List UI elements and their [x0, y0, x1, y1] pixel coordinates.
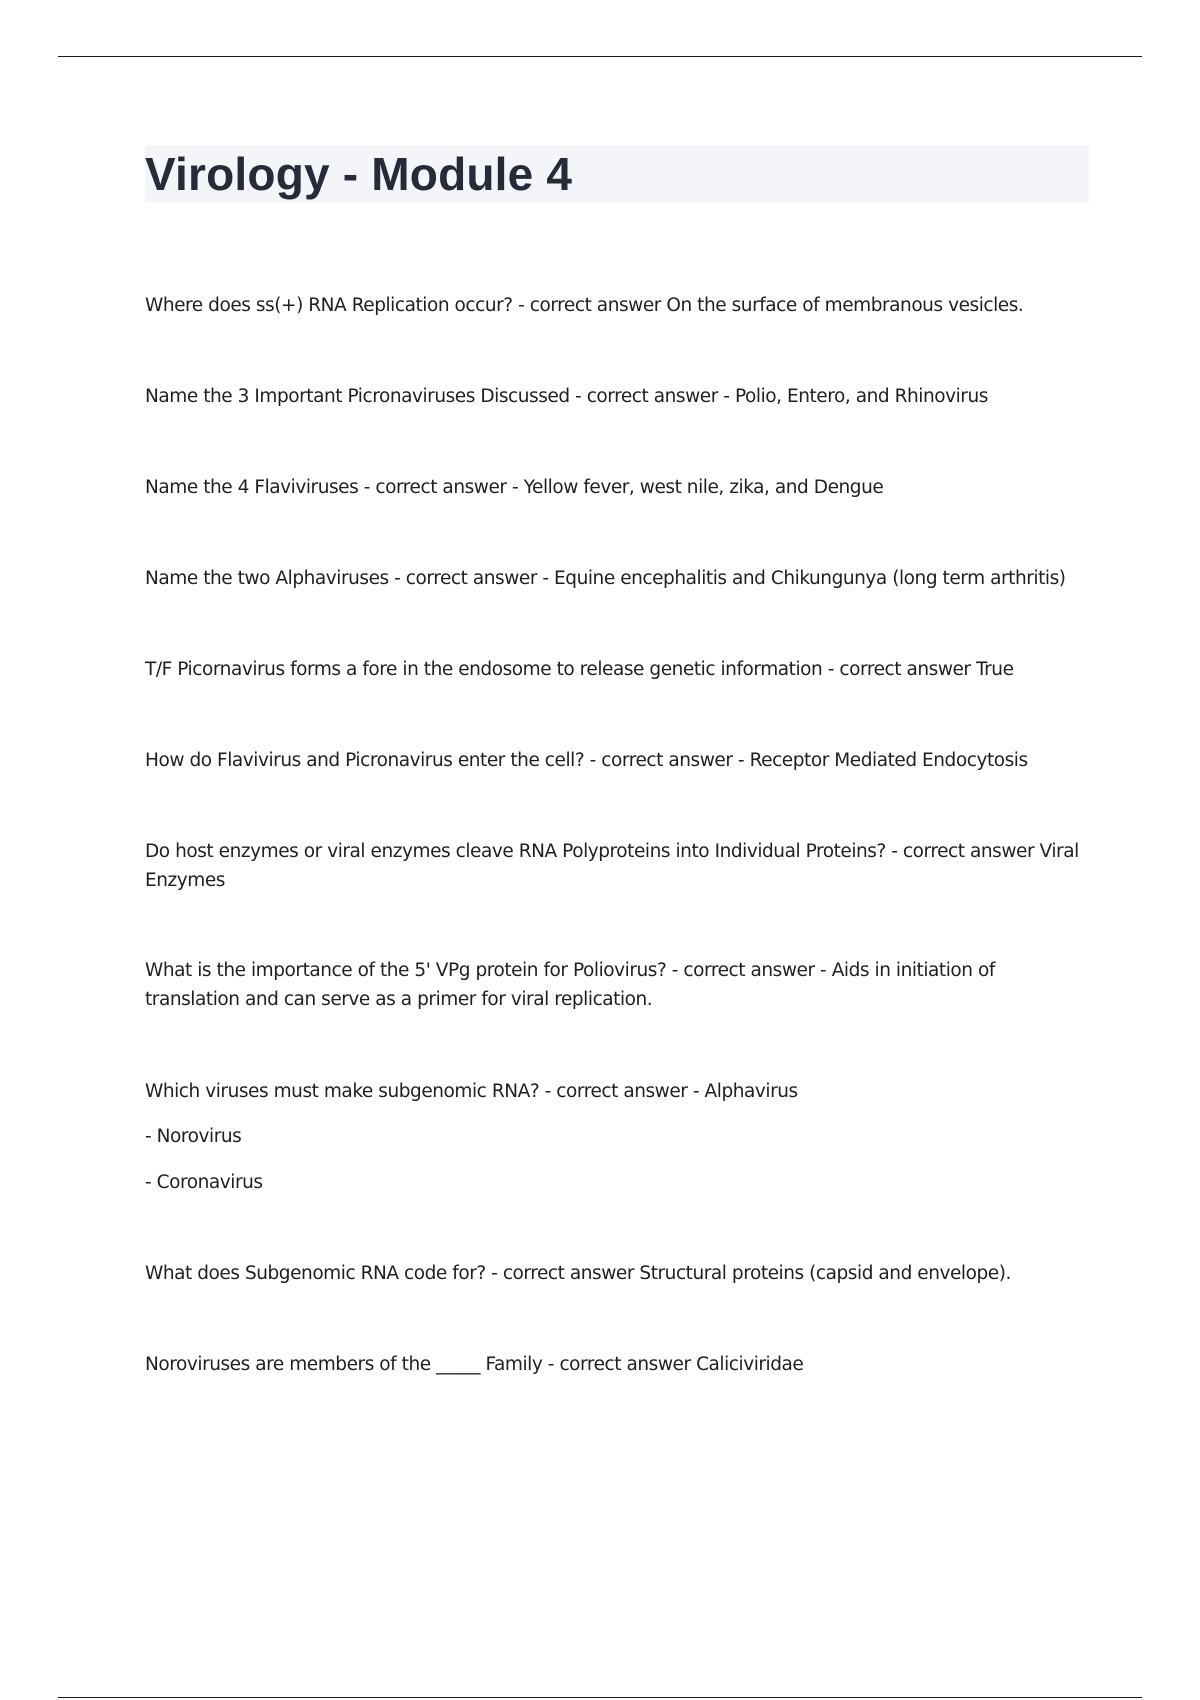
qa-entry-9-item-norovirus: - Norovirus [145, 1126, 242, 1147]
qa-entry-2: Name the 3 Important Picronaviruses Discussed - correct answer - Polio, Entero, and Rhinovirus [145, 386, 988, 407]
qa-entry-5: T/F Picornavirus forms a fore in the endosome to release genetic information - correct answer True [145, 659, 1014, 680]
qa-entry-11: Noroviruses are members of the _____ Family - correct answer Caliciviridae [145, 1354, 804, 1375]
qa-entry-9: Which viruses must make subgenomic RNA? - correct answer - Alphavirus [145, 1081, 798, 1102]
top-rule [58, 56, 1142, 57]
qa-entry-1: Where does ss(+) RNA Replication occur? - correct answer On the surface of membranous vesicles. [145, 295, 1024, 316]
page-title: Virology - Module 4 [145, 148, 573, 200]
qa-entry-9-item-coronavirus: - Coronavirus [145, 1172, 263, 1193]
qa-entry-4: Name the two Alphaviruses - correct answer - Equine encephalitis and Chikungunya (long term arthritis) [145, 568, 1066, 589]
qa-entry-6: How do Flavivirus and Picronavirus enter the cell? - correct answer - Receptor Mediated Endocytosis [145, 750, 1028, 771]
qa-entry-7: Do host enzymes or viral enzymes cleave RNA Polyproteins into Individual Proteins? - correct answer Viral Enzymes [145, 841, 1079, 891]
qa-entry-8: What is the importance of the 5' VPg protein for Poliovirus? - correct answer - Aids in initiation of translation and can serve as a primer for viral replication. [145, 960, 995, 1010]
bottom-rule [58, 1697, 1142, 1698]
qa-entry-10: What does Subgenomic RNA code for? - correct answer Structural proteins (capsid and envelope). [145, 1263, 1011, 1284]
qa-entry-3: Name the 4 Flaviviruses - correct answer - Yellow fever, west nile, zika, and Dengue [145, 477, 884, 498]
